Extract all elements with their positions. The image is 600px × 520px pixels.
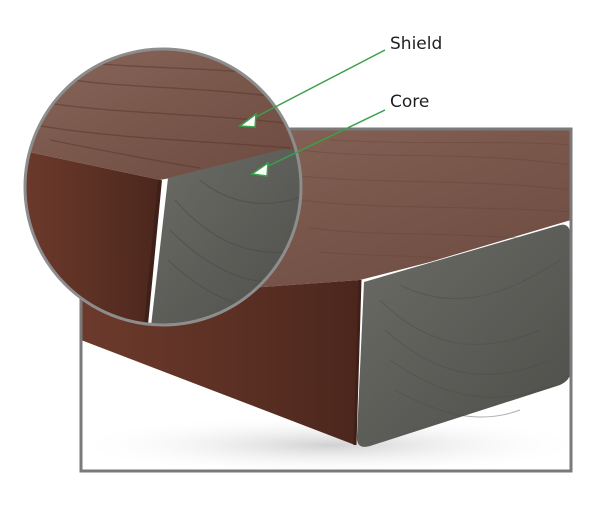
shield-label: Shield — [390, 34, 443, 54]
shield-leader-line — [250, 50, 385, 120]
core-label: Core — [390, 92, 430, 112]
